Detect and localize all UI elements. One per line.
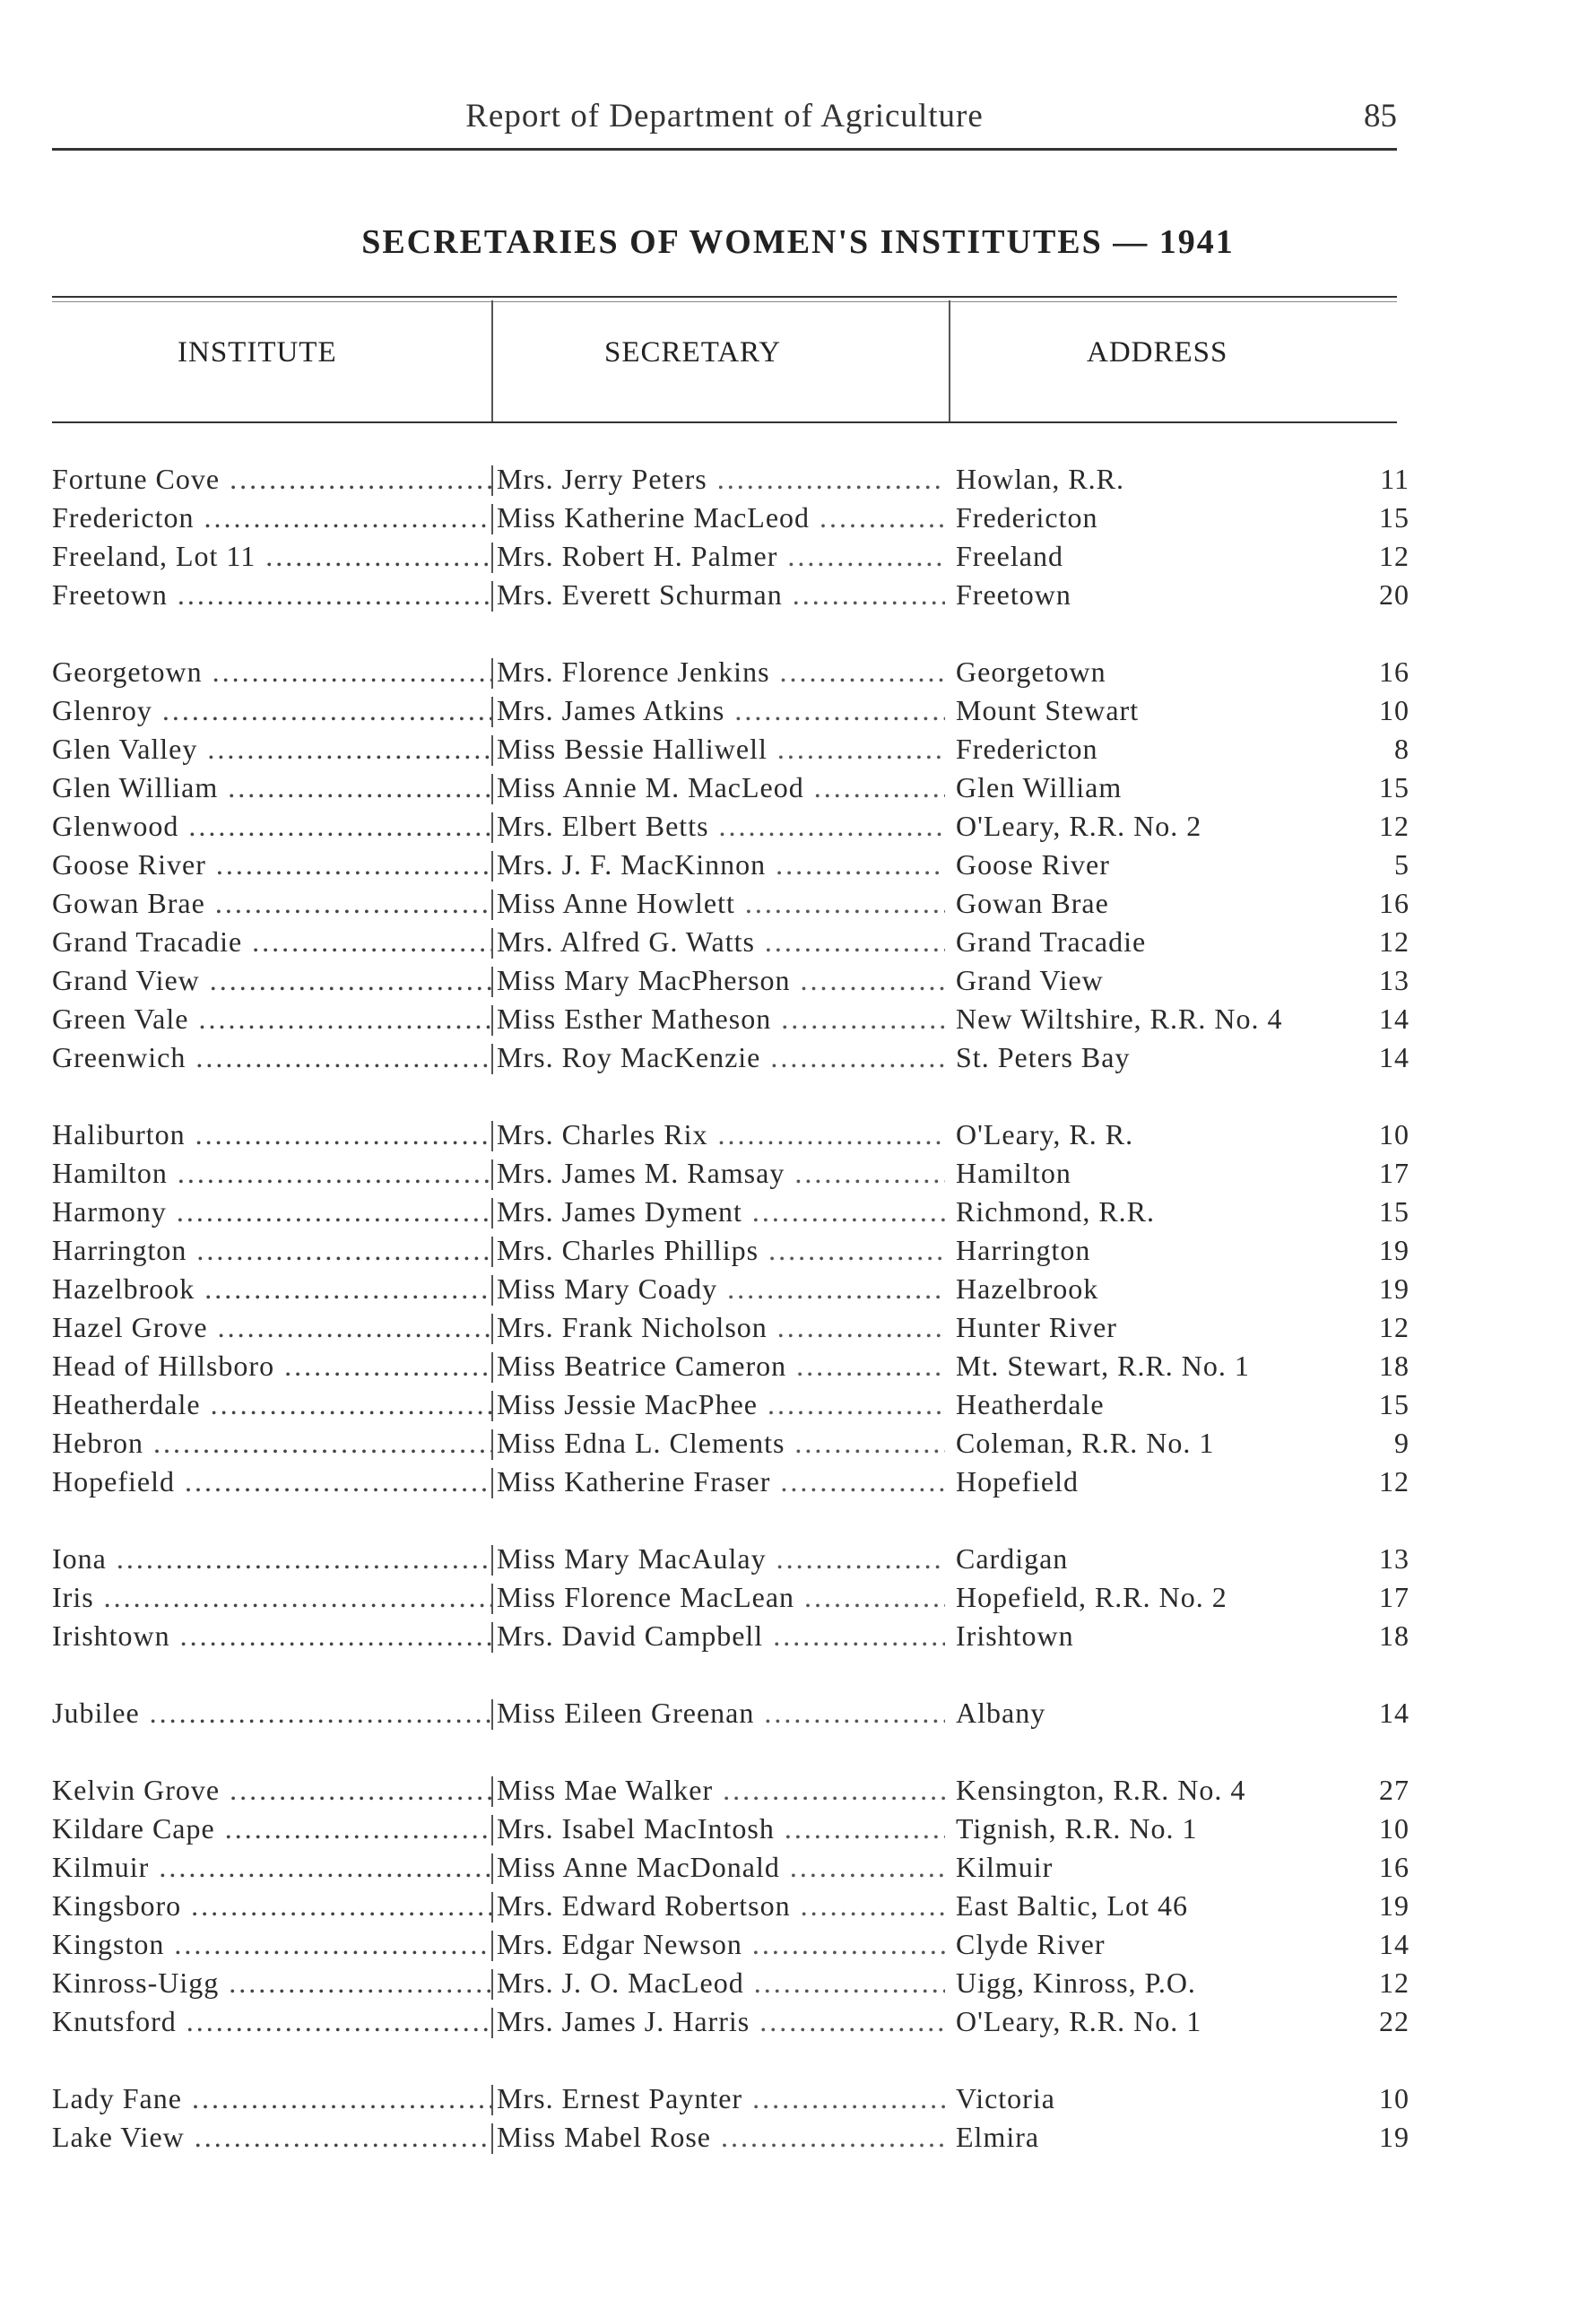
column-divider-segment bbox=[491, 1776, 493, 1807]
table-row bbox=[0, 1270, 1596, 1307]
secretary-cell: Mrs. James J. Harris ..... bbox=[497, 2002, 945, 2040]
column-divider-segment bbox=[491, 967, 493, 997]
member-count-cell: 18 bbox=[1379, 1350, 1410, 1382]
secretary-cell: Mrs. Florence Jenkins ..... bbox=[497, 653, 945, 690]
institute-cell: Glen William ..... bbox=[52, 768, 491, 806]
secretary-cell: Mrs. Ernest Paynter ..... bbox=[497, 2079, 945, 2117]
secretary-cell: Mrs. James Atkins ..... bbox=[497, 691, 945, 729]
secretary-cell: Mrs. Charles Phillips ..... bbox=[497, 1231, 945, 1269]
member-count-cell: 14 bbox=[1379, 1041, 1410, 1073]
column-divider-segment bbox=[491, 890, 493, 920]
column-divider-segment bbox=[491, 1545, 493, 1576]
member-count-cell: 12 bbox=[1379, 1311, 1410, 1343]
table-row bbox=[0, 1231, 1596, 1269]
address-cell: Kilmuir bbox=[956, 1851, 1054, 1883]
address-cell: Hazelbrook bbox=[956, 1272, 1099, 1305]
column-divider-segment bbox=[491, 1159, 493, 1190]
table-row bbox=[0, 1116, 1596, 1153]
member-count-cell: 16 bbox=[1379, 1851, 1410, 1883]
table-row bbox=[0, 1385, 1596, 1423]
secretary-cell: Miss Katherine Fraser ..... bbox=[497, 1463, 945, 1500]
institute-cell: Lake View ..... bbox=[52, 2118, 491, 2156]
address-cell: O'Leary, R.R. No. 2 bbox=[956, 810, 1202, 842]
address-cell: Glen William bbox=[956, 771, 1123, 803]
column-divider-segment bbox=[491, 1352, 493, 1383]
member-count-cell: 15 bbox=[1379, 771, 1410, 803]
column-divider-segment bbox=[491, 1121, 493, 1151]
address-cell: Elmira bbox=[956, 2121, 1040, 2153]
table-row bbox=[0, 1771, 1596, 1809]
secretary-cell: Mrs. J. O. MacLeod ..... bbox=[497, 1964, 945, 2001]
column-divider-segment bbox=[491, 1044, 493, 1074]
institute-cell: Kingsboro ..... bbox=[52, 1887, 491, 1924]
secretary-cell: Mrs. David Campbell ..... bbox=[497, 1617, 945, 1654]
secretary-cell: Mrs. Edward Robertson ..... bbox=[497, 1887, 945, 1924]
secretary-cell: Mrs. Charles Rix ..... bbox=[497, 1116, 945, 1153]
column-divider-segment bbox=[491, 581, 493, 612]
member-count-cell: 18 bbox=[1379, 1619, 1410, 1652]
column-divider-segment bbox=[491, 658, 493, 689]
column-divider-segment bbox=[491, 1622, 493, 1653]
table-row bbox=[0, 923, 1596, 960]
column-header-address: ADDRESS bbox=[1087, 336, 1228, 369]
table-row bbox=[0, 1038, 1596, 1076]
member-count-cell: 15 bbox=[1379, 1388, 1410, 1420]
address-cell: Fredericton bbox=[956, 501, 1098, 534]
table-row bbox=[0, 768, 1596, 806]
member-count-cell: 12 bbox=[1379, 925, 1410, 958]
secretary-cell: Mrs. Roy MacKenzie ..... bbox=[497, 1038, 945, 1076]
address-cell: Irishtown bbox=[956, 1619, 1074, 1652]
secretary-cell: Mrs. Everett Schurman ..... bbox=[497, 576, 945, 613]
table-row bbox=[0, 2002, 1596, 2040]
table-row bbox=[0, 1540, 1596, 1577]
column-divider-segment bbox=[491, 774, 493, 804]
member-count-cell: 13 bbox=[1379, 964, 1410, 996]
secretary-cell: Miss Eileen Greenan ..... bbox=[497, 1694, 945, 1732]
member-count-cell: 13 bbox=[1379, 1542, 1410, 1575]
secretary-cell: Mrs. J. F. MacKinnon ..... bbox=[497, 846, 945, 883]
page-title: SECRETARIES OF WOMEN'S INSTITUTES — 1941 bbox=[361, 223, 1235, 261]
column-divider-segment bbox=[491, 1391, 493, 1421]
address-cell: Freeland bbox=[956, 540, 1063, 572]
table-row bbox=[0, 846, 1596, 883]
address-cell: Howlan, R.R. bbox=[956, 463, 1124, 495]
secretary-cell: Miss Jessie MacPhee ..... bbox=[497, 1385, 945, 1423]
secretary-cell: Miss Mae Walker ..... bbox=[497, 1771, 945, 1809]
table-row bbox=[0, 499, 1596, 536]
institute-cell: Heatherdale ..... bbox=[52, 1385, 491, 1423]
column-divider-segment bbox=[491, 1584, 493, 1614]
address-cell: Clyde River bbox=[956, 1928, 1106, 1960]
secretary-cell: Miss Edna L. Clements ..... bbox=[497, 1424, 945, 1462]
institute-cell: Iona ..... bbox=[52, 1540, 491, 1577]
member-count-cell: 14 bbox=[1379, 1697, 1410, 1729]
column-divider-segment bbox=[491, 1429, 493, 1460]
institute-cell: Kildare Cape ..... bbox=[52, 1810, 491, 1847]
member-count-cell: 16 bbox=[1379, 655, 1410, 688]
address-cell: Grand View bbox=[956, 964, 1104, 996]
member-count-cell: 14 bbox=[1379, 1003, 1410, 1035]
column-divider-segment bbox=[491, 2008, 493, 2038]
column-divider-segment bbox=[491, 1314, 493, 1344]
table-row bbox=[0, 1578, 1596, 1616]
table-row bbox=[0, 884, 1596, 922]
column-divider-segment bbox=[491, 1198, 493, 1228]
institute-cell: Kingston ..... bbox=[52, 1925, 491, 1963]
member-count-cell: 8 bbox=[1394, 733, 1410, 765]
member-count-cell: 10 bbox=[1379, 1118, 1410, 1150]
column-divider-segment bbox=[491, 1468, 493, 1498]
member-count-cell: 17 bbox=[1379, 1157, 1410, 1189]
secretary-cell: Miss Anne MacDonald ..... bbox=[497, 1848, 945, 1886]
secretary-cell: Mrs. Isabel MacIntosh ..... bbox=[497, 1810, 945, 1847]
address-cell: Fredericton bbox=[956, 733, 1098, 765]
column-divider-segment bbox=[491, 1931, 493, 1961]
column-header-institute: INSTITUTE bbox=[178, 336, 337, 369]
table-row bbox=[0, 1154, 1596, 1192]
address-cell: Tignish, R.R. No. 1 bbox=[956, 1812, 1198, 1845]
table-row bbox=[0, 2079, 1596, 2117]
secretary-cell: Miss Esther Matheson ..... bbox=[497, 1000, 945, 1037]
column-divider-segment bbox=[491, 1699, 493, 1730]
member-count-cell: 10 bbox=[1379, 2082, 1410, 2114]
institute-cell: Kelvin Grove ..... bbox=[52, 1771, 491, 1809]
table-row bbox=[0, 1887, 1596, 1924]
column-divider-segment bbox=[491, 697, 493, 727]
member-count-cell: 19 bbox=[1379, 2121, 1410, 2153]
member-count-cell: 16 bbox=[1379, 887, 1410, 919]
secretary-cell: Miss Mary Coady ..... bbox=[497, 1270, 945, 1307]
column-divider-segment bbox=[491, 928, 493, 959]
address-cell: Coleman, R.R. No. 1 bbox=[956, 1427, 1215, 1459]
secretary-cell: Miss Mary MacPherson ..... bbox=[497, 961, 945, 999]
address-cell: Freetown bbox=[956, 578, 1071, 611]
address-cell: Grand Tracadie bbox=[956, 925, 1147, 958]
secretary-cell: Mrs. Robert H. Palmer ..... bbox=[497, 537, 945, 575]
address-cell: Hopefield, R.R. No. 2 bbox=[956, 1581, 1227, 1613]
institute-cell: Irishtown ..... bbox=[52, 1617, 491, 1654]
column-divider-segment bbox=[491, 2085, 493, 2115]
address-cell: Heatherdale bbox=[956, 1388, 1105, 1420]
address-cell: O'Leary, R. R. bbox=[956, 1118, 1134, 1150]
secretary-cell: Miss Bessie Halliwell ..... bbox=[497, 730, 945, 768]
table-row bbox=[0, 1193, 1596, 1230]
secretary-cell: Miss Katherine MacLeod ..... bbox=[497, 499, 945, 536]
column-divider-segment bbox=[491, 1275, 493, 1306]
institute-cell: Head of Hillsboro ..... bbox=[52, 1347, 491, 1385]
address-cell: Hopefield bbox=[956, 1465, 1079, 1498]
member-count-cell: 19 bbox=[1379, 1889, 1410, 1922]
member-count-cell: 10 bbox=[1379, 694, 1410, 726]
institute-cell: Gowan Brae ..... bbox=[52, 884, 491, 922]
member-count-cell: 12 bbox=[1379, 1465, 1410, 1498]
institute-cell: Fredericton ..... bbox=[52, 499, 491, 536]
secretary-cell: Miss Annie M. MacLeod ..... bbox=[497, 768, 945, 806]
table-row bbox=[0, 961, 1596, 999]
table-row bbox=[0, 1810, 1596, 1847]
address-cell: Kensington, R.R. No. 4 bbox=[956, 1774, 1246, 1806]
running-title: Report of Department of Agriculture bbox=[465, 98, 984, 135]
secretary-cell: Miss Mabel Rose ..... bbox=[497, 2118, 945, 2156]
column-divider-segment bbox=[491, 2123, 493, 2154]
institute-cell: Jubilee ..... bbox=[52, 1694, 491, 1732]
address-cell: Mt. Stewart, R.R. No. 1 bbox=[956, 1350, 1250, 1382]
table-row bbox=[0, 537, 1596, 575]
institute-cell: Grand View ..... bbox=[52, 961, 491, 999]
address-cell: Albany bbox=[956, 1697, 1046, 1729]
address-cell: Uigg, Kinross, P.O. bbox=[956, 1966, 1196, 1999]
address-cell: Victoria bbox=[956, 2082, 1055, 2114]
institute-cell: Harmony ..... bbox=[52, 1193, 491, 1230]
member-count-cell: 9 bbox=[1394, 1427, 1410, 1459]
member-count-cell: 20 bbox=[1379, 578, 1410, 611]
institute-cell: Greenwich ..... bbox=[52, 1038, 491, 1076]
table-row bbox=[0, 1925, 1596, 1963]
address-cell: Goose River bbox=[956, 848, 1110, 881]
institute-cell: Fortune Cove ..... bbox=[52, 460, 491, 498]
institute-cell: Kilmuir ..... bbox=[52, 1848, 491, 1886]
secretary-cell: Mrs. Elbert Betts ..... bbox=[497, 807, 945, 845]
member-count-cell: 12 bbox=[1379, 540, 1410, 572]
institute-cell: Glen Valley ..... bbox=[52, 730, 491, 768]
table-row bbox=[0, 1463, 1596, 1500]
table-row bbox=[0, 691, 1596, 729]
address-cell: Cardigan bbox=[956, 1542, 1069, 1575]
secretary-cell: Mrs. James Dyment ..... bbox=[497, 1193, 945, 1230]
member-count-cell: 12 bbox=[1379, 810, 1410, 842]
institute-cell: Hamilton ..... bbox=[52, 1154, 491, 1192]
column-divider-segment bbox=[491, 504, 493, 534]
institute-cell: Hazel Grove ..... bbox=[52, 1308, 491, 1346]
secretary-cell: Mrs. Frank Nicholson ..... bbox=[497, 1308, 945, 1346]
member-count-cell: 15 bbox=[1379, 501, 1410, 534]
member-count-cell: 22 bbox=[1379, 2005, 1410, 2037]
secretary-cell: Mrs. Alfred G. Watts ..... bbox=[497, 923, 945, 960]
table-row bbox=[0, 576, 1596, 613]
secretary-cell: Miss Beatrice Cameron ..... bbox=[497, 1347, 945, 1385]
column-divider-segment bbox=[491, 1854, 493, 1884]
column-header-secretary: SECRETARY bbox=[604, 336, 782, 369]
address-cell: O'Leary, R.R. No. 1 bbox=[956, 2005, 1202, 2037]
table-row bbox=[0, 1000, 1596, 1037]
column-divider-segment bbox=[491, 851, 493, 881]
secretary-cell: Mrs. Edgar Newson ..... bbox=[497, 1925, 945, 1963]
member-count-cell: 17 bbox=[1379, 1581, 1410, 1613]
table-row bbox=[0, 1617, 1596, 1654]
secretary-cell: Mrs. Jerry Peters ..... bbox=[497, 460, 945, 498]
table-row bbox=[0, 1848, 1596, 1886]
address-cell: Gowan Brae bbox=[956, 887, 1109, 919]
column-divider-segment bbox=[491, 735, 493, 766]
institute-cell: Freetown ..... bbox=[52, 576, 491, 613]
address-cell: Richmond, R.R. bbox=[956, 1195, 1156, 1228]
institute-cell: Lady Fane ..... bbox=[52, 2079, 491, 2117]
institute-cell: Kinross-Uigg ..... bbox=[52, 1964, 491, 2001]
institute-cell: Glenroy ..... bbox=[52, 691, 491, 729]
table-row bbox=[0, 1964, 1596, 2001]
table-row bbox=[0, 807, 1596, 845]
member-count-cell: 5 bbox=[1394, 848, 1410, 881]
institute-cell: Glenwood ..... bbox=[52, 807, 491, 845]
institute-cell: Freeland, Lot 11 ..... bbox=[52, 537, 491, 575]
column-divider-segment bbox=[491, 465, 493, 496]
member-count-cell: 12 bbox=[1379, 1966, 1410, 1999]
table-row bbox=[0, 2118, 1596, 2156]
address-cell: East Baltic, Lot 46 bbox=[956, 1889, 1188, 1922]
member-count-cell: 27 bbox=[1379, 1774, 1410, 1806]
table-row bbox=[0, 730, 1596, 768]
address-cell: Mount Stewart bbox=[956, 694, 1140, 726]
column-divider-segment bbox=[491, 1815, 493, 1845]
table-row bbox=[0, 460, 1596, 498]
secretary-cell: Miss Florence MacLean ..... bbox=[497, 1578, 945, 1616]
table-row bbox=[0, 1694, 1596, 1732]
member-count-cell: 10 bbox=[1379, 1812, 1410, 1845]
member-count-cell: 19 bbox=[1379, 1272, 1410, 1305]
secretary-cell: Mrs. James M. Ramsay ..... bbox=[497, 1154, 945, 1192]
institute-cell: Hopefield ..... bbox=[52, 1463, 491, 1500]
institute-cell: Grand Tracadie ..... bbox=[52, 923, 491, 960]
column-divider-segment bbox=[491, 1969, 493, 2000]
column-divider-segment bbox=[491, 1005, 493, 1036]
member-count-cell: 11 bbox=[1380, 463, 1410, 495]
address-cell: New Wiltshire, R.R. No. 4 bbox=[956, 1003, 1283, 1035]
member-count-cell: 19 bbox=[1379, 1234, 1410, 1266]
institute-cell: Hazelbrook ..... bbox=[52, 1270, 491, 1307]
column-divider-segment bbox=[491, 1237, 493, 1267]
institute-cell: Green Vale ..... bbox=[52, 1000, 491, 1037]
table-row bbox=[0, 653, 1596, 690]
institute-cell: Knutsford ..... bbox=[52, 2002, 491, 2040]
institute-cell: Haliburton ..... bbox=[52, 1116, 491, 1153]
column-divider-segment bbox=[491, 543, 493, 573]
table-row bbox=[0, 1424, 1596, 1462]
page-number: 85 bbox=[1364, 98, 1397, 135]
address-cell: Hunter River bbox=[956, 1311, 1117, 1343]
table-row bbox=[0, 1308, 1596, 1346]
address-cell: St. Peters Bay bbox=[956, 1041, 1131, 1073]
table-row bbox=[0, 1347, 1596, 1385]
column-divider-segment bbox=[491, 812, 493, 843]
institute-cell: Goose River ..... bbox=[52, 846, 491, 883]
institute-cell: Harrington ..... bbox=[52, 1231, 491, 1269]
member-count-cell: 14 bbox=[1379, 1928, 1410, 1960]
address-cell: Georgetown bbox=[956, 655, 1106, 688]
institute-cell: Iris ..... bbox=[52, 1578, 491, 1616]
column-divider-segment bbox=[491, 1892, 493, 1923]
institute-cell: Georgetown ..... bbox=[52, 653, 491, 690]
member-count-cell: 15 bbox=[1379, 1195, 1410, 1228]
address-cell: Hamilton bbox=[956, 1157, 1071, 1189]
secretary-cell: Miss Anne Howlett ..... bbox=[497, 884, 945, 922]
address-cell: Harrington bbox=[956, 1234, 1091, 1266]
institute-cell: Hebron ..... bbox=[52, 1424, 491, 1462]
secretary-cell: Miss Mary MacAulay ..... bbox=[497, 1540, 945, 1577]
